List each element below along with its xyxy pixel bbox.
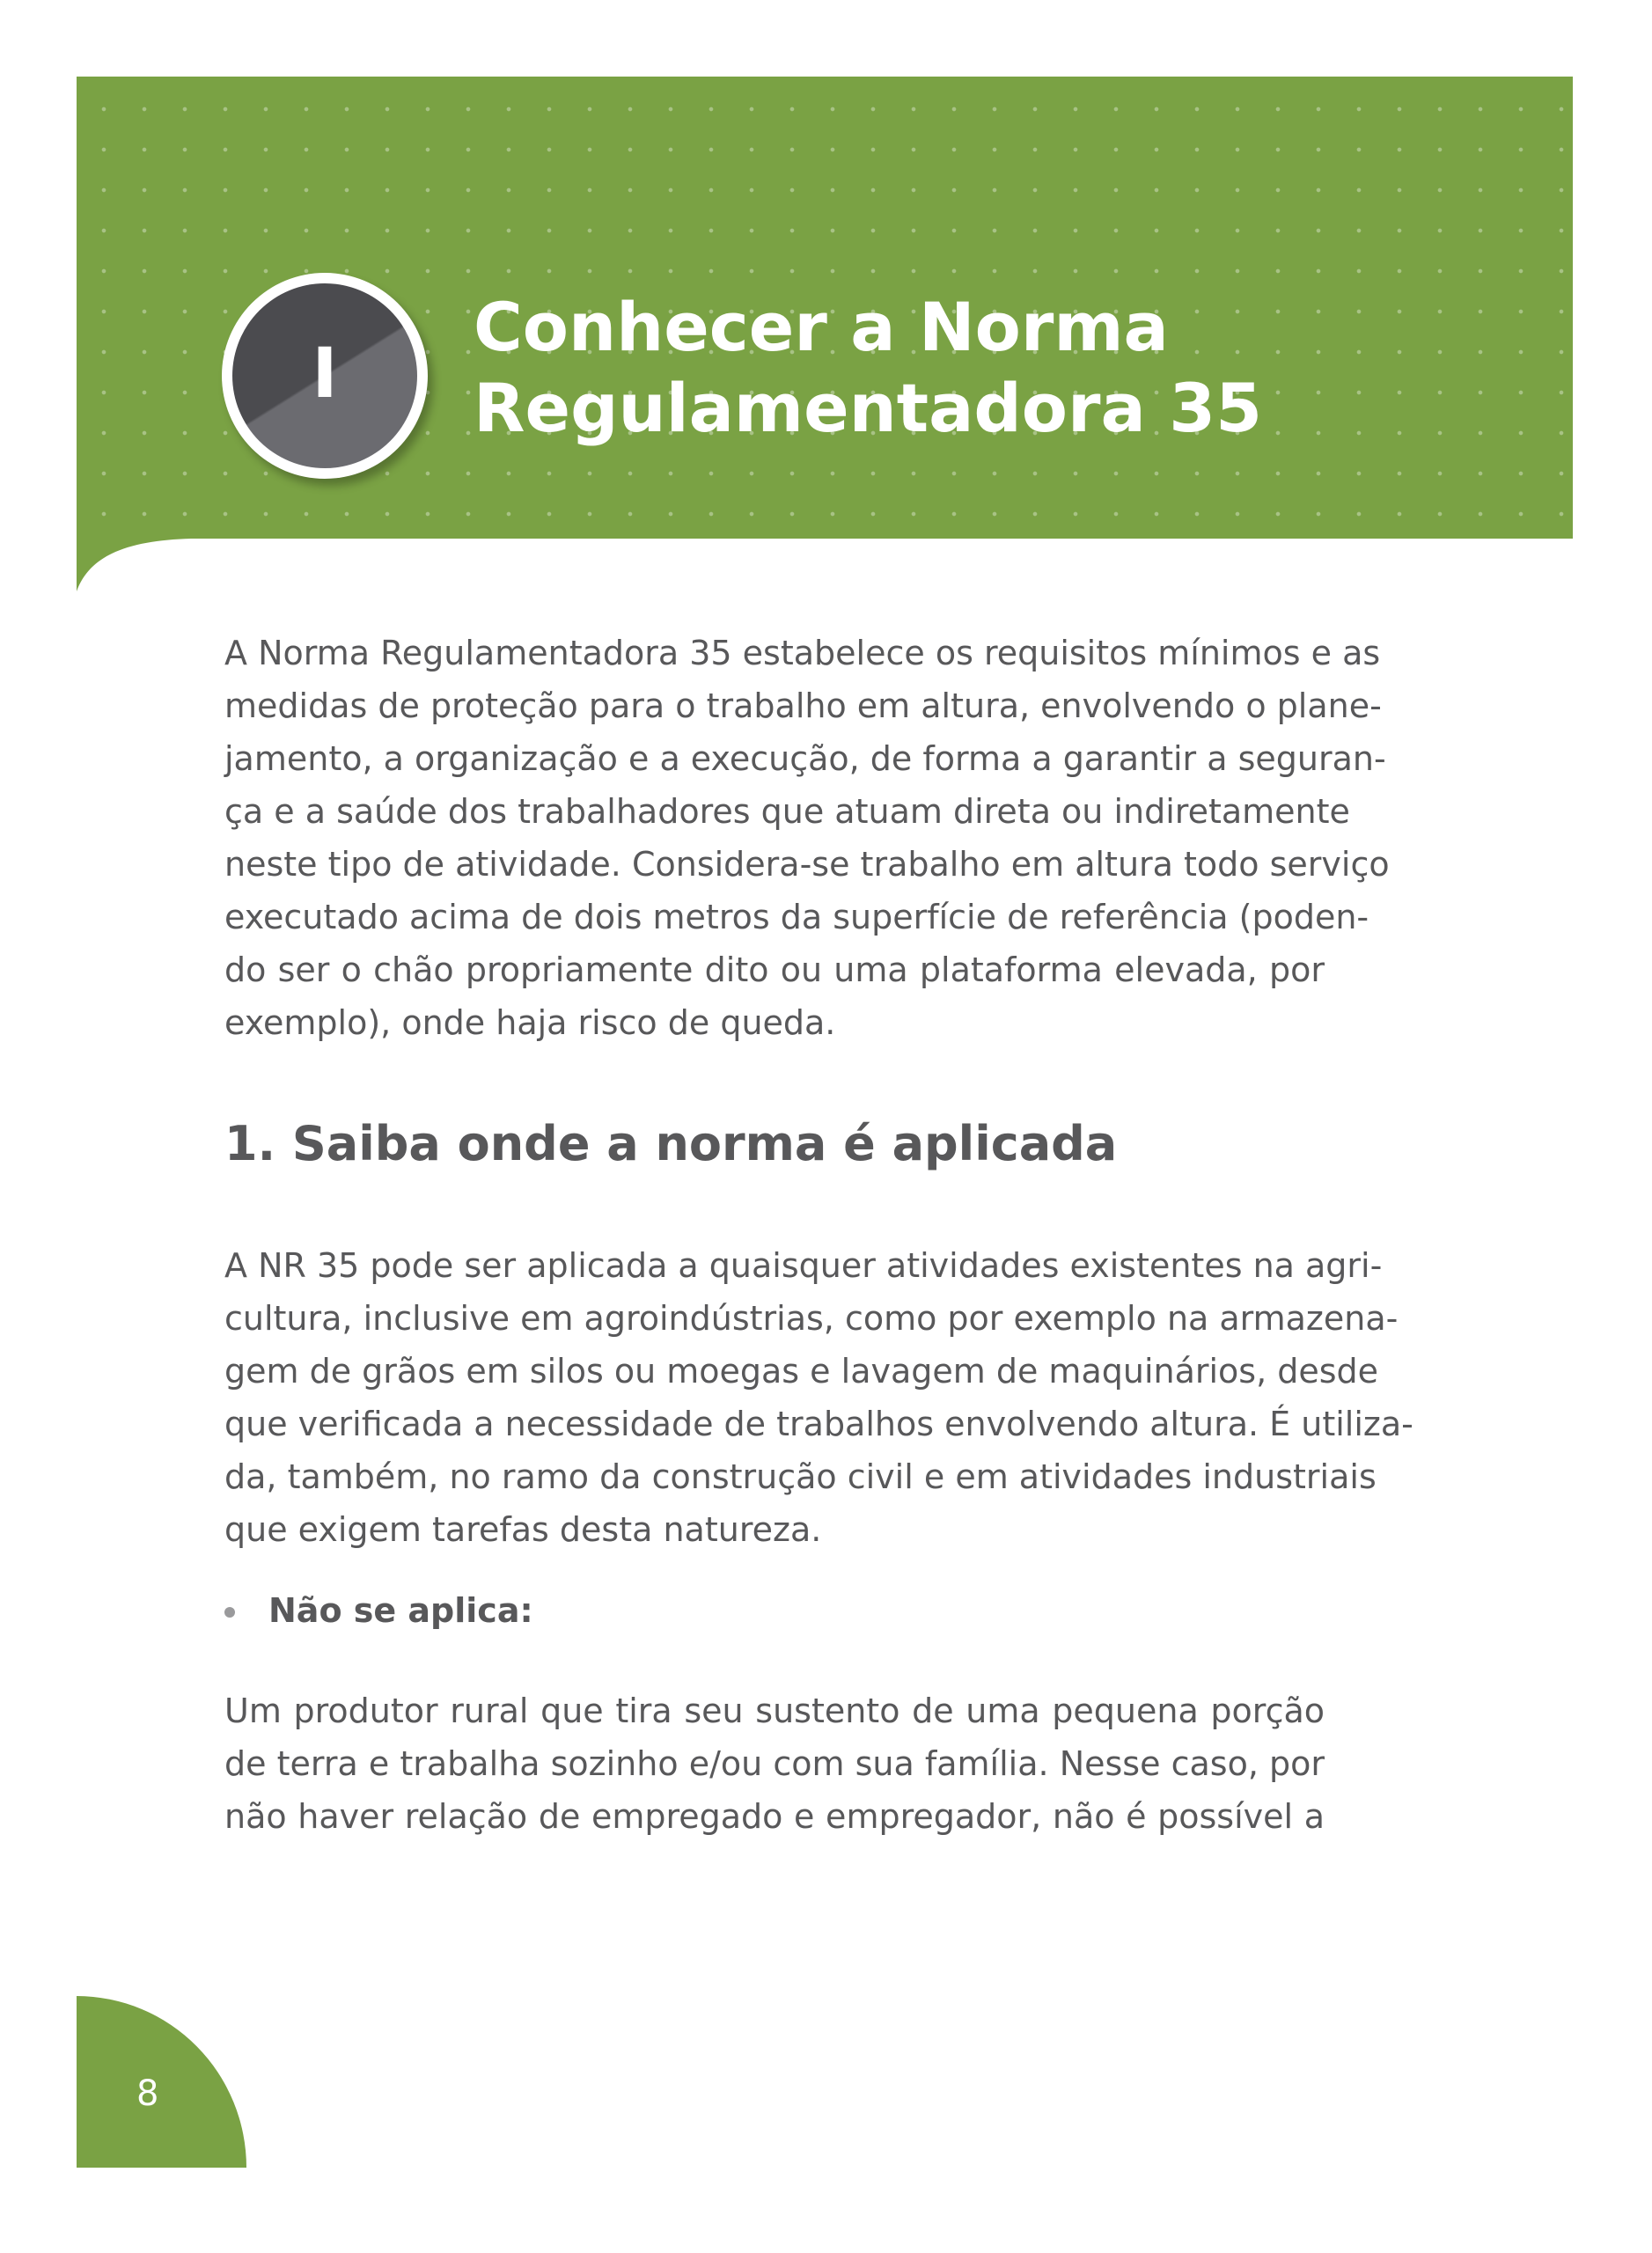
bullet-label: Não se aplica:	[268, 1591, 533, 1630]
chapter-badge-disc	[232, 283, 417, 468]
paragraph-line: ça e a saúde dos trabalhadores que atuam direta ou indiretamente	[224, 792, 1350, 831]
paragraph-line: A Norma Regulamentadora 35 estabelece os requisitos mínimos e as	[224, 634, 1381, 672]
paragraph-line: do ser o chão propriamente dito ou uma plataforma elevada, por	[224, 950, 1325, 989]
section-paragraph	[224, 1239, 1413, 1556]
chapter-title	[474, 287, 1530, 449]
chapter-title-line: Conhecer a Norma	[474, 288, 1169, 366]
paragraph-line: A NR 35 pode ser aplicada a quaisquer atividades existentes na agri-	[224, 1246, 1383, 1285]
paragraph-line: Um produtor rural que tira seu sustento de uma pequena porção	[224, 1692, 1325, 1730]
paragraph-line: exemplo), onde haja risco de queda.	[224, 1003, 836, 1042]
paragraph-line: de terra e trabalha sozinho e/ou com sua família. Nesse caso, por	[224, 1744, 1325, 1783]
section-heading: 1. Saiba onde a norma é aplicada	[224, 1116, 1118, 1171]
bullet-dot-icon	[224, 1607, 235, 1618]
paragraph-line: cultura, inclusive em agroindústrias, como por exemplo na armazena-	[224, 1299, 1399, 1338]
paragraph-line: neste tipo de atividade. Considera-se trabalho em altura todo serviço	[224, 845, 1390, 884]
paragraph-line: executado acima de dois metros da superfície de referência (poden-	[224, 898, 1369, 936]
chapter-number-badge	[222, 273, 428, 479]
paragraph-line: não haver relação de empregado e empregador, não é possível a	[224, 1797, 1325, 1836]
chapter-title-line: Regulamentadora 35	[474, 369, 1262, 447]
paragraph-line: que exigem tarefas desta natureza.	[224, 1510, 822, 1549]
page-number-corner	[77, 1996, 246, 2168]
intro-paragraph	[224, 627, 1390, 1049]
bullet-item-not-applicable	[224, 1584, 533, 1637]
paragraph-line: da, também, no ramo da construção civil e em atividades industriais	[224, 1457, 1377, 1496]
paragraph-line: gem de grãos em silos ou moegas e lavagem de maquinários, desde	[224, 1352, 1379, 1391]
banner-curve-decoration	[77, 537, 191, 591]
chapter-numeral: I	[312, 334, 338, 414]
paragraph-line: que verificada a necessidade de trabalhos envolvendo altura. É utiliza-	[224, 1405, 1413, 1443]
paragraph-line: jamento, a organização e a execução, de forma a garantir a seguran-	[224, 739, 1386, 778]
page-number: 8	[136, 2073, 159, 2114]
paragraph-line: medidas de proteção para o trabalho em altura, envolvendo o plane-	[224, 686, 1382, 725]
bullet-paragraph	[224, 1684, 1325, 1843]
